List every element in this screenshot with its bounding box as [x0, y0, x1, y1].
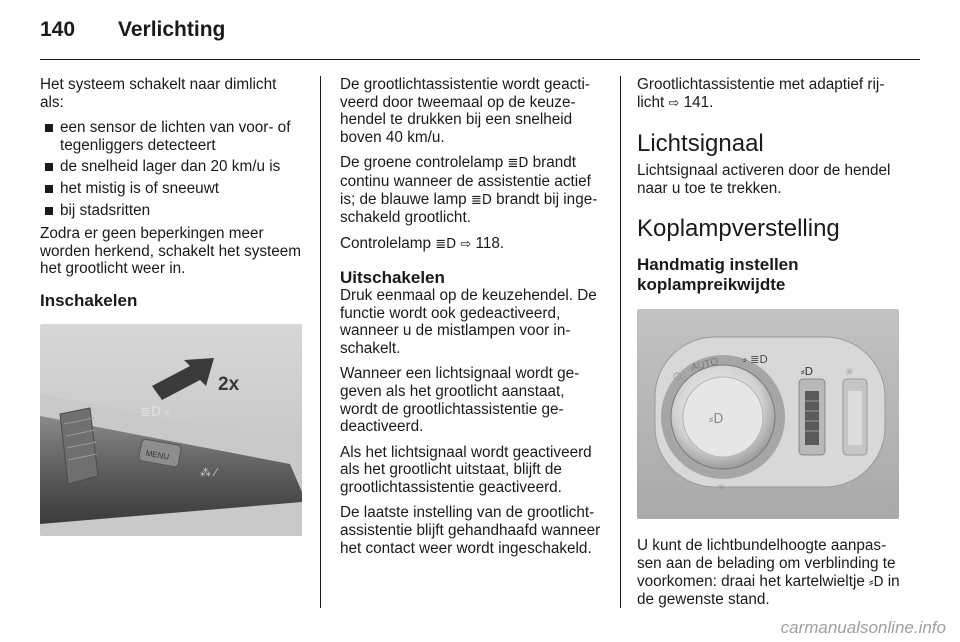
- svg-text:⸗ ≣D: ⸗ ≣D: [743, 353, 768, 367]
- adaptive-reference: Grootlichtassistentie met adaptief rijlicht ⇨ 141.: [637, 76, 885, 111]
- indicator-text: De groene controlelamp ≣D brandt continu wanneer de assistentie actief is; de blauwe lamp ≣D brandt bij ingeschakeld grootlicht.: [340, 154, 598, 227]
- list-item: bij stadsritten: [40, 202, 304, 220]
- svg-text:☼: ☼: [717, 483, 726, 495]
- page-title: Verlichting: [118, 18, 226, 41]
- list-item: het mistig is of sneeuwt: [40, 180, 304, 198]
- figure-label-auto: AUTO: [690, 356, 720, 375]
- page-number: 140: [40, 18, 76, 41]
- column-divider: [320, 76, 321, 608]
- column-divider: [620, 76, 621, 608]
- assist-lamp-icon: ≣D: [507, 156, 529, 172]
- svg-text:⸗D: ⸗D: [709, 412, 724, 428]
- svg-text:MENU: MENU: [144, 448, 170, 462]
- svg-text:☼: ☼: [845, 367, 854, 379]
- intro-text: Het systeem schakelt naar dimlicht als:: [40, 76, 277, 111]
- heading-koplampverstelling: Koplampverstelling: [637, 215, 840, 243]
- ref-arrow-icon: ⇨: [460, 236, 472, 252]
- highbeam-lamp-icon: ≣D: [470, 192, 492, 208]
- svg-text:≣D ⸗: ≣D ⸗: [140, 404, 170, 420]
- stalk-illustration: [40, 324, 302, 536]
- light-switch-image: [637, 309, 899, 519]
- retain-setting-text: De laatste instelling van de grootlichtassistentie blijft gehandhaafd wanneer het contact weer wordt ingeschakeld.: [340, 504, 601, 557]
- page-header: [40, 16, 920, 60]
- heading-lichtsignaal: Lichtsignaal: [637, 130, 764, 158]
- lamp-reference: Controlelamp ≣D ⇨ 118.: [340, 234, 505, 252]
- deactivation-text: Druk eenmaal op de keuzehendel. De functie wordt ook gedeactiveerd, wanneer u de mistlampen voor inschakelt.: [340, 286, 597, 357]
- svg-text:⸗D: ⸗D: [801, 365, 814, 379]
- svg-text:⁂ ⁄: ⁂ ⁄: [200, 465, 217, 479]
- ref-arrow-icon: ⇨: [668, 95, 680, 111]
- svg-text:○: ○: [673, 371, 682, 383]
- stalk-image: [40, 324, 302, 536]
- activation-text: De grootlichtassistentie wordt geactiveerd door tweemaal op de keuzehendel te drukken bij een snelheid boven 40 km/u.: [340, 76, 590, 146]
- header-rule: [40, 59, 920, 60]
- flash-on-text: Wanneer een lichtsignaal wordt gegeven als het grootlicht aanstaat, wordt de grootlichtassistentie gedeactiveerd.: [340, 365, 580, 436]
- resume-text: Zodra er geen beperkingen meer worden herkend, schakelt het systeem het grootlicht weer in.: [40, 225, 302, 278]
- flash-off-text: Als het lichtsignaal wordt geactiveerd als het grootlicht uitstaat, blijft de grootlichtassistentie geactiveerd.: [340, 443, 592, 496]
- figure-label-2x: 2x: [218, 373, 240, 395]
- headlamp-level-icon: ⸗D: [869, 574, 884, 590]
- list-item: de snelheid lager dan 20 km/u is: [40, 158, 304, 176]
- column-3: [637, 76, 903, 617]
- heading-inschakelen: Inschakelen: [40, 290, 138, 310]
- column-1: [40, 76, 304, 536]
- column-2: [340, 76, 604, 565]
- headlamp-range-text: U kunt de lichtbundelhoogte aanpassen aan de belading om verblinding te voorkomen: draai het kartelwieltje ⸗D in de gewenste stand.: [637, 537, 900, 609]
- list-item: een sensor de lichten van voor- of tegenliggers detecteert: [40, 119, 304, 154]
- heading-handmatig: Handmatig instellen koplampreikwijdte: [637, 255, 799, 295]
- watermark: carmanualsonline.info: [780, 618, 946, 637]
- light-switch-illustration: [637, 309, 899, 519]
- assist-lamp-icon: ≣D: [435, 236, 457, 252]
- flash-signal-text: Lichtsignaal activeren door de hendel naar u toe te trekken.: [637, 162, 891, 197]
- condition-list: [40, 119, 304, 219]
- heading-uitschakelen: Uitschakelen: [340, 268, 445, 288]
